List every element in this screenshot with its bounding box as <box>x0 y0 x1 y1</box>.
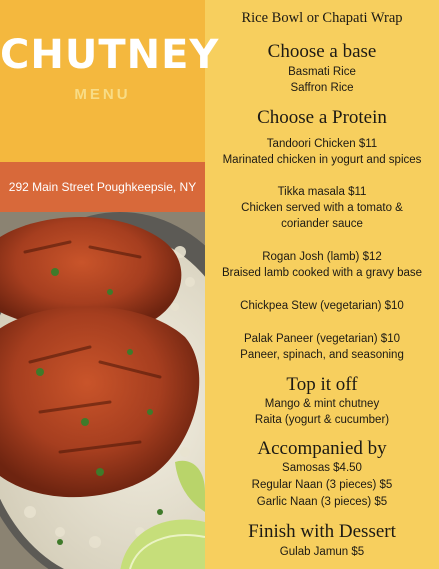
brand-panel <box>0 0 220 162</box>
address-bar: 292 Main Street Poughkeepsie, NY <box>0 162 205 212</box>
protein-item-desc: Paneer, spinach, and seasoning <box>240 349 404 361</box>
topping-item: Raita (yogurt & cucumber) <box>254 414 390 426</box>
food-photo <box>0 212 205 569</box>
section-title-base: Choose a base <box>267 41 377 62</box>
brand-subtitle: MENU <box>74 86 131 103</box>
section-title-protein: Choose a Protein <box>257 107 387 128</box>
side-item: Garlic Naan (3 pieces) $5 <box>256 496 388 508</box>
protein-item-name: Palak Paneer (vegetarian) $10 <box>244 333 400 345</box>
chicken-rice-image <box>0 212 205 569</box>
protein-item-desc: Braised lamb cooked with a gravy base <box>221 267 423 279</box>
protein-item-desc: Marinated chicken in yogurt and spices <box>222 154 422 166</box>
side-item: Samosas $4.50 <box>282 462 362 474</box>
dessert-item: Gulab Jamun $5 <box>279 546 365 558</box>
protein-item-name: Rogan Josh (lamb) $12 <box>262 251 382 263</box>
side-item: Regular Naan (3 pieces) $5 <box>251 479 393 491</box>
menu-panel <box>205 0 439 569</box>
protein-item-name: Tikka masala $11 <box>277 186 367 198</box>
menu-header: Rice Bowl or Chapati Wrap <box>241 10 403 26</box>
protein-item-name: Tandoori Chicken $11 <box>266 138 378 150</box>
section-title-sides: Accompanied by <box>257 438 387 459</box>
protein-item-desc: coriander sauce <box>281 218 363 230</box>
protein-item-name: Chickpea Stew (vegetarian) $10 <box>240 300 404 312</box>
section-title-dessert: Finish with Dessert <box>248 521 396 542</box>
protein-item-desc: Chicken served with a tomato & <box>241 202 403 214</box>
base-item: Basmati Rice <box>288 66 356 78</box>
base-item: Saffron Rice <box>290 82 354 94</box>
topping-item: Mango & mint chutney <box>264 398 380 410</box>
brand-name: CHUTNEY <box>0 32 220 78</box>
section-title-topping: Top it off <box>286 374 358 395</box>
